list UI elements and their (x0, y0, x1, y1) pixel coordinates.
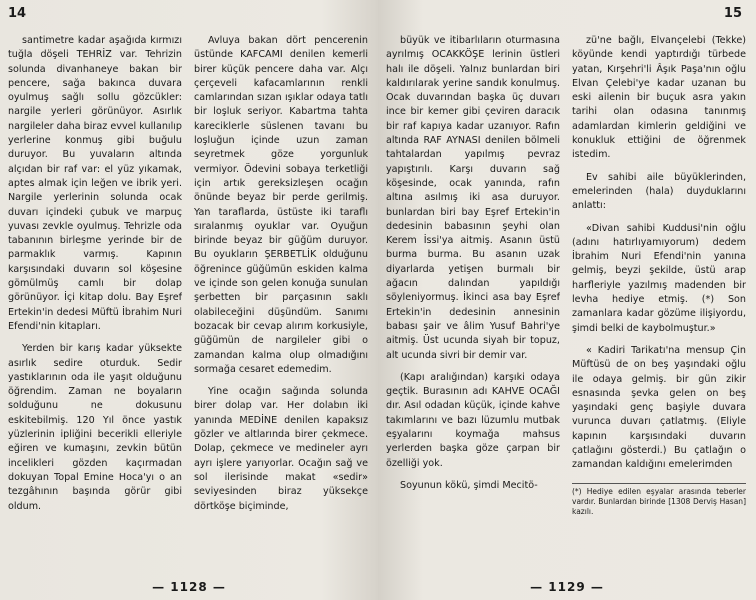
page-number: 15 (723, 6, 742, 21)
right-page (378, 0, 756, 600)
text-columns (8, 34, 368, 574)
text-column-2 (572, 34, 746, 574)
paragraph: Yerden bir karış kadar yüksekte asırlık sedire oturduk. Sedir yastıklarının oda ile yaşıt olduğunu öğrendim. Zaman ne boyaların solduğunu ne dokusunu eskitebilmiş. 120 Yıl önce yastık yüzlerinin ipliğini becerikli elleriyle eğiren ve kumaşını, zevkin bütün incelikleri gözden kaçırmadan dokuyan Topal Emine Hoca'yı o an tezgâhının başında görür gibi oldum. (8, 343, 182, 512)
paragraph: «Divan sahibi Kuddusi'nin oğlu (adını hatırlıyamıyorum) dedem İbrahim Nuri Efendi'nin yanına gelmiş, beyzi şekilde, üstü arap harfleriyle yazılmış madenden bir levha hediye etmiş. (*) Son zamanlara kadar gözüme ilişiyordu, şimdi belki de kaybolmuştur.» (572, 222, 746, 334)
paragraph: « Kadiri Tarikatı'na mensup Çin Müftüsü de on beş yaşındaki oğlu ile odaya gelmiş. bir gün zikir esnasında şevka gelen on beş yaşındaki genç başiyle duvara vurunca duvarı çatlatmış. (Eliyle kapının karşısındaki duvarın çatlağını gösterdi.) Bu çatlağın o zamandan kaldığını emelerimden (572, 344, 746, 471)
page-footer: — 1128 — (152, 580, 226, 594)
page-footer: — 1129 — (530, 580, 604, 594)
footnote: (*) Hediye edilen eşyalar arasında teberler vardır. Bunlardan birinde [1308 Derviş Hasan] kazılı. (572, 483, 746, 517)
page-number: 14 (8, 6, 27, 21)
text-columns (386, 34, 746, 574)
text-column-1 (386, 34, 560, 574)
text-column-2 (194, 34, 368, 574)
text-column-1 (8, 34, 182, 574)
paragraph: Ev sahibi aile büyüklerinden, emelerinden (hala) duyduklarını anlattı: (572, 171, 746, 212)
paragraph: santimetre kadar aşağıda kırmızı tuğla döşeli TEHRİZ var. Tehrizin solunda divanhaneye bakan bir pencere, sağa bakınca duvara oyulmuş sağlı sollu gözcükler: nargile yerleri görünüyor. Asırlık nargileler daha biraz evvel kullanılıp yerlerine konmuş gibi buğulu duruyor. Bu yuvaların altında alçıdan bir raf var: el yüz yıkamak, aptes almak için leğen ve ibrik yeri. Nargile yerlerinin solunda ocak duvarı içindeki çubuk ve marpuç yuvası zevkle oyulmuş. Tehrizle oda tabanının birleşme yerinde bir de parmaklık varmış. Kapının karşısındaki duvarın sol köşesine gömülmüş camlı bir dolap görünüyor. İçi kitap dolu. Bay Eşref Ertekin'in dedesi Müftü İbrahim Nuri Efendi'nin kitapları. (8, 35, 182, 332)
paragraph: büyük ve itibarlıların oturmasına ayrılmış OCAKKÖŞE lerinin üstleri halı ile döşeli. Yalnız bunlardan biri kaldırılarak yerine sandık konulmuş. Ocak duvarından başka üç duvarı ince bir kemer gibi çeviren daracık bir raf kapıya kadar uzanıyor. Rafın altında RAF AYNASI denilen bölmeli tahtalardan yapılmış pevraz yapıştırılı. Karşı duvarın sağ köşesinde, ocak yanında, rafın altına asılmış iki asa duruyor. bunlardan biri bay Eşref Ertekin'in dedesinin babasının şeyhi olan Kerem İssi'ya aitmiş. Asanın üstü burma burma. Bu asanın uzak diyarlarda yetişen burmalı bir ağacın dalından yapıldığı söyleniyormuş. İkinci asa bay Eşref Ertekin'in dedesinin annesinin babası şair ve âlim Yusuf Bahri'ye aitmiş. Üst ucunda siyah bir topuz, alt ucunda sivri bir demir var. (386, 35, 560, 361)
paragraph: Soyunun kökü, şimdi Mecitö- (400, 479, 538, 491)
paragraph: Yine ocağın sağında solunda birer dolap var. Her dolabın iki yanında MEDİNE denilen kapaksız gözler ve altlarında birer çekmece. Dolap, çekmece ve medineler ayrı ayrı işlere yarıyorlar. Ocağın sağ ve sol ilerisinde makat «sedir» seviyesinden biraz yüksekçe dörtköşe biçiminde, (194, 386, 368, 512)
paragraph: (Kapı aralığından) karşıki odaya geçtik. Burasının adı KAHVE OCAĞI dır. Asıl odadan küçük, içinde kahve takımlarını ve bazı lüzumlu mutbak eşyalarını koymağa mahsus yerlerden başka göze çarpan bir özelliği yok. (386, 371, 560, 469)
paragraph: zü'ne bağlı, Elvançelebi (Tekke) köyünde kendi yaptırdığı türbede yatan, Kırşehri'li Âşık Paşa'nın oğlu Elvan Çelebi'ye kadar uzanan bu eski ailenin bir buçuk asra yakın tarihi olan odasına tanınmış adamlardan kimlerin geldiğini ve konukluk ettiğini de öğrenmek istedim. (572, 35, 746, 161)
paragraph: Avluya bakan dört pencerenin üstünde KAFCAMI denilen kemerli birer küçük pencere daha var. Alçı çerçeveli kafacamlarının renkli camlarından sızan ışıklar odaya tatlı bir loşluk seriyor. Kabartma tahta kareciklerle süslenen tavanı bu loşluğun içinde uzun zaman seyretmek göze yorgunluk vermiyor. Ödevini sobaya terketliği için artık gereksizleşen ocağın önünde beyaz bir perde gerilmiş. Yan taraflarda, üstüste iki taraflı sıralanmış oyuklar var. Oyuğun birinde beyaz bir güğüm duruyor. Bu oyukların ŞERBETLİK olduğunu öğrenince güğümün eskiden kalma ve içinde son gelen konuğa sunulan şerbetten bir parçasının saklı olabileceğini düşündüm. Sanımı bozacak bir cevap alırım korkusiyle, güğümün de nargileler gibi o zamandan kalma olup olmadığını sormağa cesaret edemedim. (194, 35, 368, 375)
